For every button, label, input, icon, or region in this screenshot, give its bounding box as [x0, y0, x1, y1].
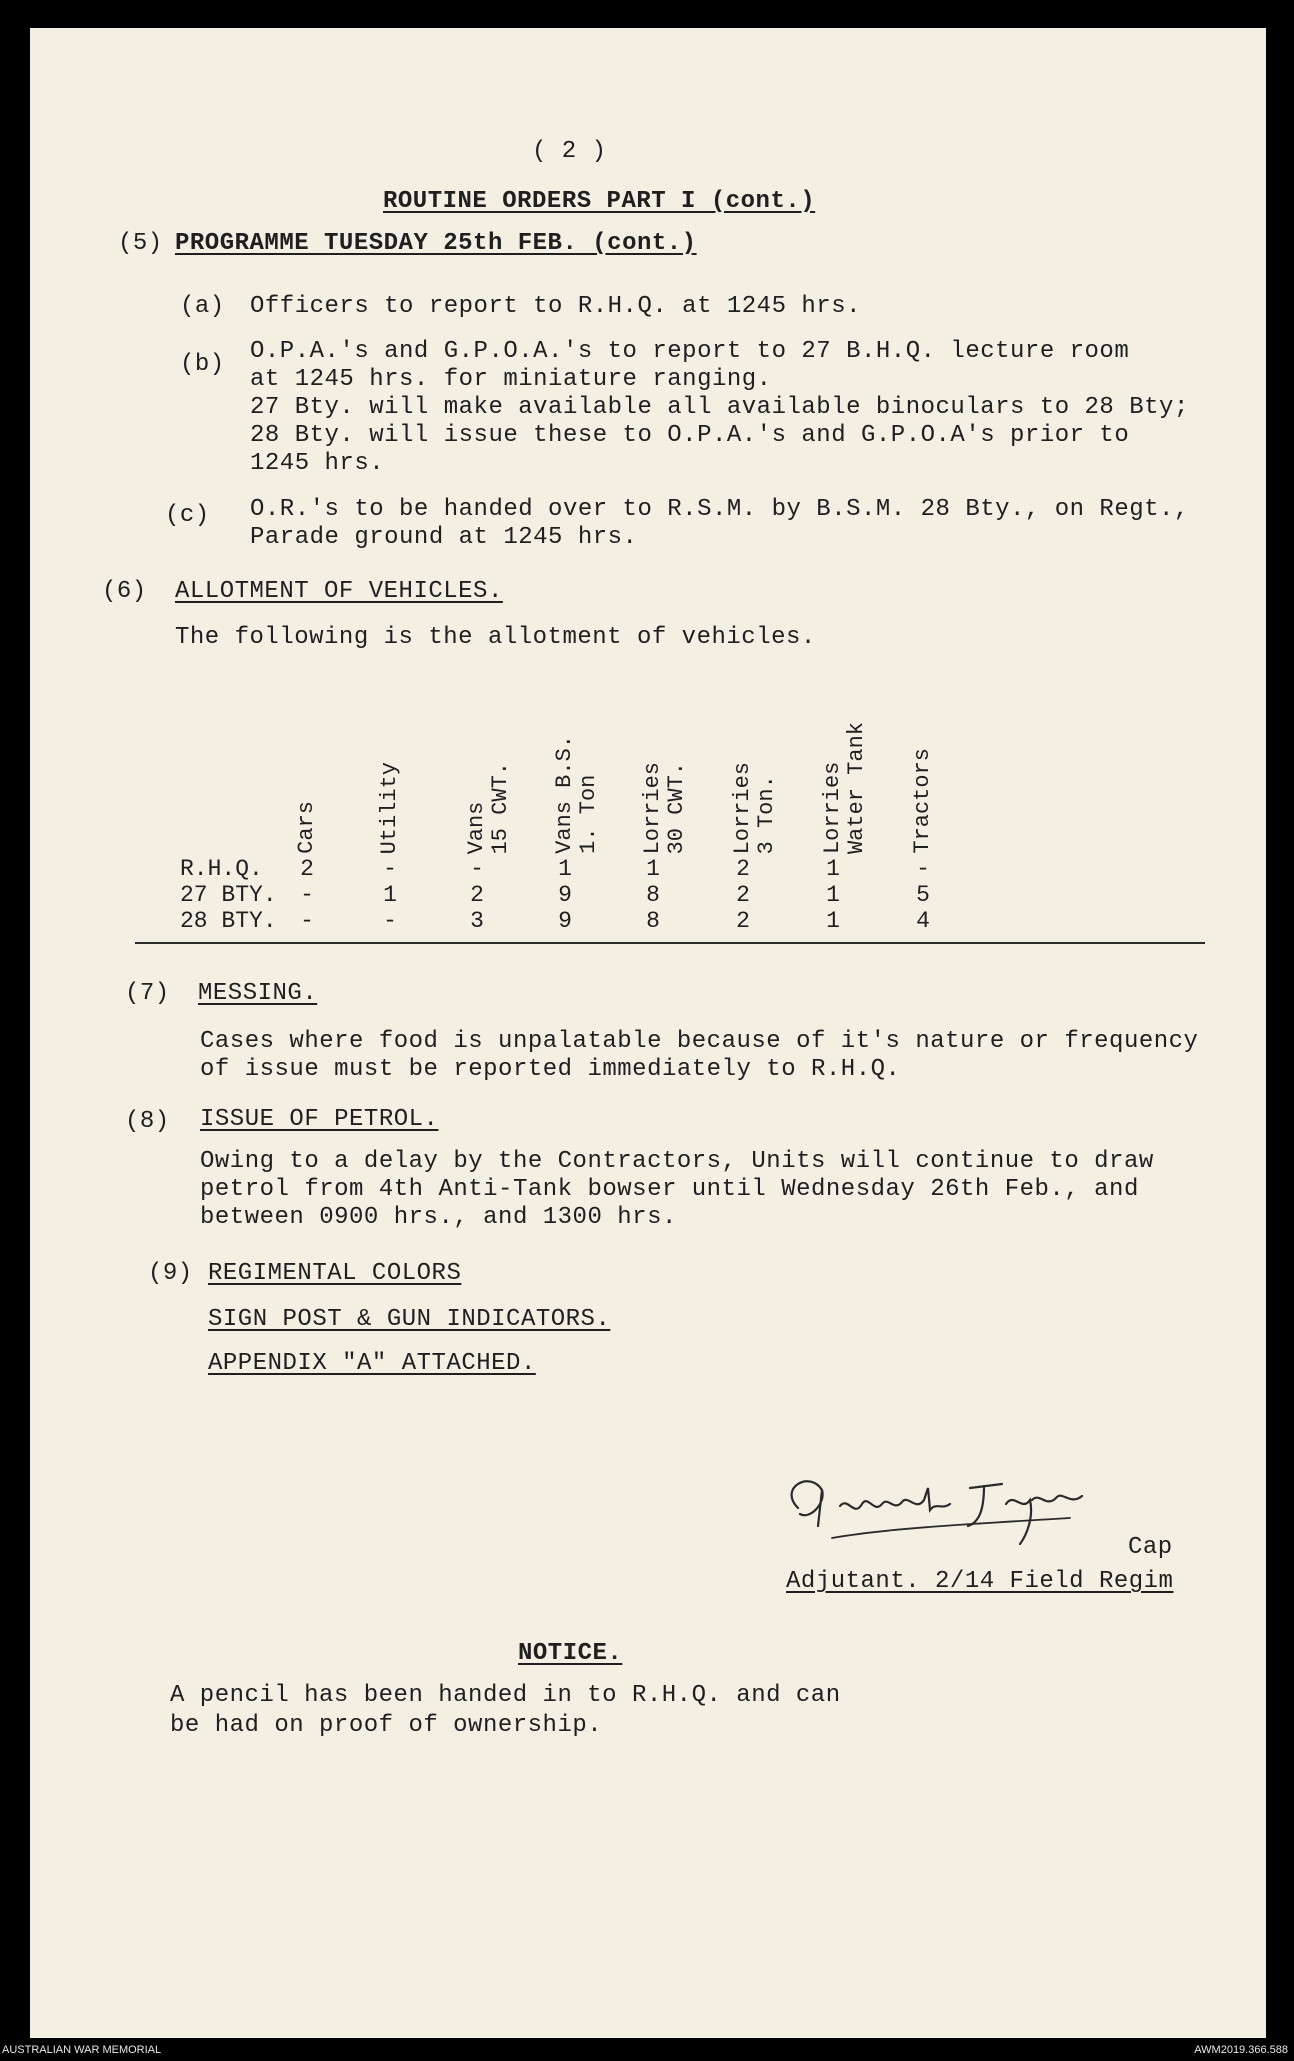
section7-title: MESSING. — [198, 980, 318, 1007]
table-cell: - — [300, 882, 314, 908]
notice-line: A pencil has been handed in to R.H.Q. and can — [170, 1682, 841, 1709]
section8-title: ISSUE OF PETROL. — [200, 1106, 439, 1133]
section8-number: (8) — [125, 1108, 170, 1135]
table-column-header: Lorries Water Tank — [820, 721, 869, 854]
item-b-line: 28 Bty. will issue these to O.P.A.'s and G.P.O.A's prior to — [250, 422, 1130, 449]
section8-line: between 0900 hrs., and 1300 hrs. — [200, 1204, 677, 1231]
signature-title: Adjutant. 2/14 Field Regim — [786, 1568, 1174, 1595]
table-cell: - — [916, 856, 930, 882]
table-cell: 9 — [558, 882, 572, 908]
table-cell: 1 — [826, 856, 840, 882]
section5-number: (5) — [118, 230, 163, 257]
table-cell: 9 — [558, 908, 572, 934]
notice-line: be had on proof of ownership. — [170, 1712, 603, 1739]
item-c-line: Parade ground at 1245 hrs. — [250, 524, 638, 551]
section9-number: (9) — [148, 1260, 193, 1287]
table-cell: 3 — [470, 908, 484, 934]
table-cell: - — [470, 856, 484, 882]
vehicle-allotment-table — [30, 28, 1266, 1028]
table-cell: 2 — [470, 882, 484, 908]
table-cell: 2 — [300, 856, 314, 882]
item-b-line: O.P.A.'s and G.P.O.A.'s to report to 27 B.H.Q. lecture room — [250, 338, 1130, 365]
section5-title: PROGRAMME TUESDAY 25th FEB. (cont.) — [175, 230, 697, 257]
notice-title: NOTICE. — [518, 1640, 623, 1667]
section8-line: petrol from 4th Anti-Tank bowser until Wednesday 26th Feb., and — [200, 1176, 1139, 1203]
item-b-label: (b) — [180, 351, 225, 378]
table-column-header: Cars — [294, 801, 319, 854]
table-cell: 4 — [916, 908, 930, 934]
table-divider — [135, 942, 1205, 944]
item-c-label: (c) — [165, 502, 210, 529]
table-cell: 1 — [826, 908, 840, 934]
table-column-header: Lorries 3 Ton. — [730, 761, 779, 854]
document-page — [30, 28, 1266, 2038]
table-cell: 2 — [736, 882, 750, 908]
table-column-header: Vans 15 CWT. — [464, 761, 513, 854]
table-cell: 5 — [916, 882, 930, 908]
table-column-header: Tractors — [910, 748, 935, 854]
table-column-header: Vans B.S. 1. Ton — [552, 735, 601, 854]
table-cell: 1 — [383, 882, 397, 908]
table-cell: 8 — [646, 882, 660, 908]
section7-line: Cases where food is unpalatable because of it's nature or frequency — [200, 1028, 1199, 1055]
item-c-line: O.R.'s to be handed over to R.S.M. by B.S.M. 28 Bty., on Regt., — [250, 496, 1189, 523]
table-cell: - — [300, 908, 314, 934]
table-cell: 8 — [646, 908, 660, 934]
item-b-line: 1245 hrs. — [250, 450, 385, 477]
table-cell: - — [383, 856, 397, 882]
table-cell: 1 — [646, 856, 660, 882]
item-a-line: Officers to report to R.H.Q. at 1245 hrs. — [250, 293, 861, 320]
table-column-header: Lorries 30 CWT. — [640, 761, 689, 854]
section6-number: (6) — [102, 578, 147, 605]
table-column-header: Utility — [377, 761, 402, 854]
footer-right: AWM2019.366.588 — [1194, 2044, 1288, 2056]
table-cell: 2 — [736, 908, 750, 934]
section6-intro: The following is the allotment of vehicles. — [175, 624, 816, 651]
section8-line: Owing to a delay by the Contractors, Units will continue to draw — [200, 1148, 1154, 1175]
section9-line: REGIMENTAL COLORS — [208, 1260, 462, 1287]
section9-line: APPENDIX "A" ATTACHED. — [208, 1350, 536, 1377]
page-heading: ROUTINE ORDERS PART I (cont.) — [383, 188, 816, 215]
table-row-label: R.H.Q. — [180, 856, 263, 882]
footer-left: AUSTRALIAN WAR MEMORIAL — [2, 2044, 162, 2056]
section6-title: ALLOTMENT OF VEHICLES. — [175, 578, 503, 605]
signature-rank: Cap — [1128, 1534, 1173, 1561]
table-row-label: 27 BTY. — [180, 882, 277, 908]
table-row-label: 28 BTY. — [180, 908, 277, 934]
section9-line: SIGN POST & GUN INDICATORS. — [208, 1306, 611, 1333]
handwritten-signature — [770, 1448, 1150, 1558]
item-b-line: 27 Bty. will make available all available binoculars to 28 Bty; — [250, 394, 1189, 421]
table-cell: 1 — [558, 856, 572, 882]
item-b-line: at 1245 hrs. for miniature ranging. — [250, 366, 772, 393]
table-cell: 2 — [736, 856, 750, 882]
table-cell: 1 — [826, 882, 840, 908]
section7-line: of issue must be reported immediately to R.H.Q. — [200, 1056, 901, 1083]
section7-number: (7) — [125, 980, 170, 1007]
page-number: ( 2 ) — [532, 138, 607, 165]
item-a-label: (a) — [180, 293, 225, 320]
table-cell: - — [383, 908, 397, 934]
